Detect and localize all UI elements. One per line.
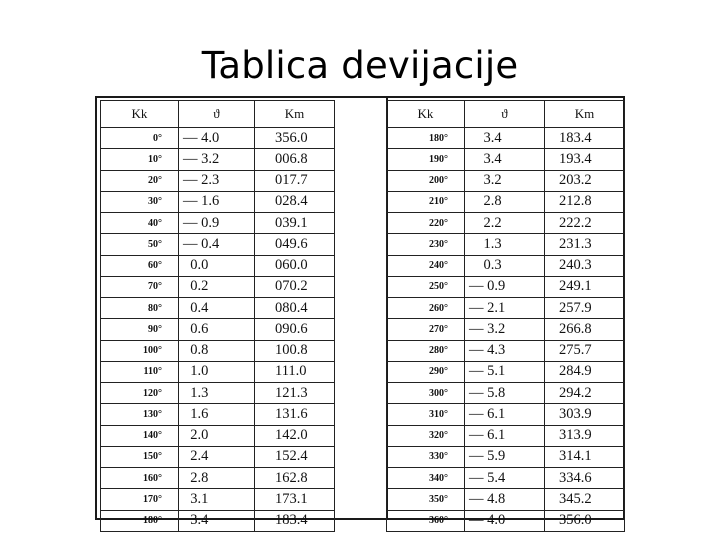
table-row [101, 340, 335, 361]
deviation-cell: 0.6 [179, 319, 255, 340]
course-cell: 300° [387, 383, 465, 404]
magnetic-course-cell: 356.0 [255, 128, 335, 149]
deviation-cell: 2.8 [179, 468, 255, 489]
deviation-cell: 0.3 [465, 255, 545, 276]
page-title: Tablica devijacije [201, 44, 519, 87]
course-cell: 10° [101, 149, 179, 170]
deviation-cell: — 6.1 [465, 425, 545, 446]
deviation-table-left [100, 100, 335, 532]
deviation-cell: 3.4 [465, 149, 545, 170]
magnetic-course-cell: 231.3 [545, 234, 625, 255]
header-deviation: ϑ [179, 101, 255, 128]
table-row [387, 319, 625, 340]
table-row [387, 234, 625, 255]
table-row [101, 128, 335, 149]
table-row [101, 191, 335, 212]
course-cell: 310° [387, 404, 465, 425]
course-cell: 260° [387, 298, 465, 319]
table-row [387, 446, 625, 467]
deviation-table-scan [95, 96, 625, 529]
deviation-cell: 2.2 [465, 213, 545, 234]
magnetic-course-cell: 121.3 [255, 383, 335, 404]
magnetic-course-cell: 006.8 [255, 149, 335, 170]
deviation-cell: — 2.1 [465, 298, 545, 319]
table-row [101, 468, 335, 489]
magnetic-course-cell: 240.3 [545, 255, 625, 276]
magnetic-course-cell: 249.1 [545, 276, 625, 297]
table-header-row [387, 101, 625, 128]
course-cell: 0° [101, 128, 179, 149]
table-row [101, 276, 335, 297]
table-row [387, 298, 625, 319]
table-row [101, 404, 335, 425]
magnetic-course-cell: 111.0 [255, 361, 335, 382]
table-row [101, 425, 335, 446]
deviation-cell: — 5.1 [465, 361, 545, 382]
course-cell: 190° [387, 149, 465, 170]
deviation-cell: 3.1 [179, 489, 255, 510]
course-cell: 200° [387, 170, 465, 191]
deviation-cell: — 5.9 [465, 446, 545, 467]
magnetic-course-cell: 334.6 [545, 468, 625, 489]
deviation-cell: — 3.2 [465, 319, 545, 340]
table-row [101, 234, 335, 255]
deviation-cell: — 4.8 [465, 489, 545, 510]
table-row [101, 255, 335, 276]
table-row [101, 149, 335, 170]
magnetic-course-cell: 183.4 [255, 510, 335, 531]
magnetic-course-cell: 203.2 [545, 170, 625, 191]
course-cell: 140° [101, 425, 179, 446]
magnetic-course-cell: 284.9 [545, 361, 625, 382]
magnetic-course-cell: 049.6 [255, 234, 335, 255]
magnetic-course-cell: 090.6 [255, 319, 335, 340]
deviation-cell: — 5.4 [465, 468, 545, 489]
magnetic-course-cell: 039.1 [255, 213, 335, 234]
table-row [387, 149, 625, 170]
course-cell: 60° [101, 255, 179, 276]
magnetic-course-cell: 193.4 [545, 149, 625, 170]
course-cell: 270° [387, 319, 465, 340]
deviation-cell: 2.0 [179, 425, 255, 446]
deviation-cell: 0.0 [179, 255, 255, 276]
deviation-cell: 3.2 [465, 170, 545, 191]
magnetic-course-cell: 183.4 [545, 128, 625, 149]
table-row [387, 383, 625, 404]
course-cell: 100° [101, 340, 179, 361]
table-row [101, 319, 335, 340]
course-cell: 170° [101, 489, 179, 510]
magnetic-course-cell: 313.9 [545, 425, 625, 446]
deviation-cell: 0.4 [179, 298, 255, 319]
deviation-cell: — 0.4 [179, 234, 255, 255]
table-row [387, 255, 625, 276]
magnetic-course-cell: 131.6 [255, 404, 335, 425]
magnetic-course-cell: 152.4 [255, 446, 335, 467]
course-cell: 180° [101, 510, 179, 531]
table-row [387, 489, 625, 510]
course-cell: 120° [101, 383, 179, 404]
course-cell: 210° [387, 191, 465, 212]
table-row [387, 468, 625, 489]
course-cell: 40° [101, 213, 179, 234]
table-row [101, 489, 335, 510]
table-row [387, 213, 625, 234]
table-row [101, 298, 335, 319]
course-cell: 220° [387, 213, 465, 234]
table-row [387, 404, 625, 425]
table-row [387, 361, 625, 382]
header-km: Km [545, 101, 625, 128]
magnetic-course-cell: 017.7 [255, 170, 335, 191]
header-kk: Kk [101, 101, 179, 128]
deviation-cell: 3.4 [465, 128, 545, 149]
course-cell: 150° [101, 446, 179, 467]
table-row [101, 510, 335, 531]
deviation-cell: 1.3 [465, 234, 545, 255]
magnetic-course-cell: 266.8 [545, 319, 625, 340]
magnetic-course-cell: 275.7 [545, 340, 625, 361]
course-cell: 70° [101, 276, 179, 297]
deviation-cell: 2.4 [179, 446, 255, 467]
course-cell: 30° [101, 191, 179, 212]
table-row [387, 425, 625, 446]
deviation-cell: — 5.8 [465, 383, 545, 404]
deviation-cell: 1.6 [179, 404, 255, 425]
deviation-cell: — 0.9 [465, 276, 545, 297]
course-cell: 110° [101, 361, 179, 382]
magnetic-course-cell: 356.0 [545, 510, 625, 531]
deviation-cell: 0.8 [179, 340, 255, 361]
magnetic-course-cell: 212.8 [545, 191, 625, 212]
deviation-cell: — 4.3 [465, 340, 545, 361]
table-row [387, 191, 625, 212]
course-cell: 280° [387, 340, 465, 361]
magnetic-course-cell: 060.0 [255, 255, 335, 276]
course-cell: 330° [387, 446, 465, 467]
course-cell: 320° [387, 425, 465, 446]
course-cell: 90° [101, 319, 179, 340]
magnetic-course-cell: 345.2 [545, 489, 625, 510]
course-cell: 20° [101, 170, 179, 191]
course-cell: 160° [101, 468, 179, 489]
deviation-cell: 1.0 [179, 361, 255, 382]
course-cell: 80° [101, 298, 179, 319]
table-row [101, 361, 335, 382]
magnetic-course-cell: 294.2 [545, 383, 625, 404]
table-row [387, 128, 625, 149]
magnetic-course-cell: 080.4 [255, 298, 335, 319]
table-row [101, 446, 335, 467]
deviation-cell: — 4.0 [465, 510, 545, 531]
deviation-table-right [386, 100, 625, 532]
magnetic-course-cell: 303.9 [545, 404, 625, 425]
deviation-cell: — 1.6 [179, 191, 255, 212]
table-row [101, 383, 335, 404]
course-cell: 130° [101, 404, 179, 425]
magnetic-course-cell: 100.8 [255, 340, 335, 361]
magnetic-course-cell: 314.1 [545, 446, 625, 467]
table-header-row [101, 101, 335, 128]
header-deviation: ϑ [465, 101, 545, 128]
deviation-cell: — 2.3 [179, 170, 255, 191]
table-row [387, 170, 625, 191]
table-row [387, 276, 625, 297]
header-kk: Kk [387, 101, 465, 128]
magnetic-course-cell: 257.9 [545, 298, 625, 319]
deviation-cell: — 4.0 [179, 128, 255, 149]
table-row [101, 213, 335, 234]
course-cell: 360° [387, 510, 465, 531]
course-cell: 340° [387, 468, 465, 489]
deviation-cell: 1.3 [179, 383, 255, 404]
course-cell: 240° [387, 255, 465, 276]
deviation-cell: — 0.9 [179, 213, 255, 234]
course-cell: 290° [387, 361, 465, 382]
course-cell: 180° [387, 128, 465, 149]
magnetic-course-cell: 028.4 [255, 191, 335, 212]
magnetic-course-cell: 173.1 [255, 489, 335, 510]
magnetic-course-cell: 162.8 [255, 468, 335, 489]
deviation-cell: — 3.2 [179, 149, 255, 170]
course-cell: 50° [101, 234, 179, 255]
header-km: Km [255, 101, 335, 128]
deviation-cell: 3.4 [179, 510, 255, 531]
magnetic-course-cell: 142.0 [255, 425, 335, 446]
course-cell: 230° [387, 234, 465, 255]
table-row [387, 510, 625, 531]
magnetic-course-cell: 070.2 [255, 276, 335, 297]
course-cell: 250° [387, 276, 465, 297]
magnetic-course-cell: 222.2 [545, 213, 625, 234]
deviation-cell: — 6.1 [465, 404, 545, 425]
course-cell: 350° [387, 489, 465, 510]
table-row [387, 340, 625, 361]
table-row [101, 170, 335, 191]
deviation-cell: 2.8 [465, 191, 545, 212]
deviation-cell: 0.2 [179, 276, 255, 297]
